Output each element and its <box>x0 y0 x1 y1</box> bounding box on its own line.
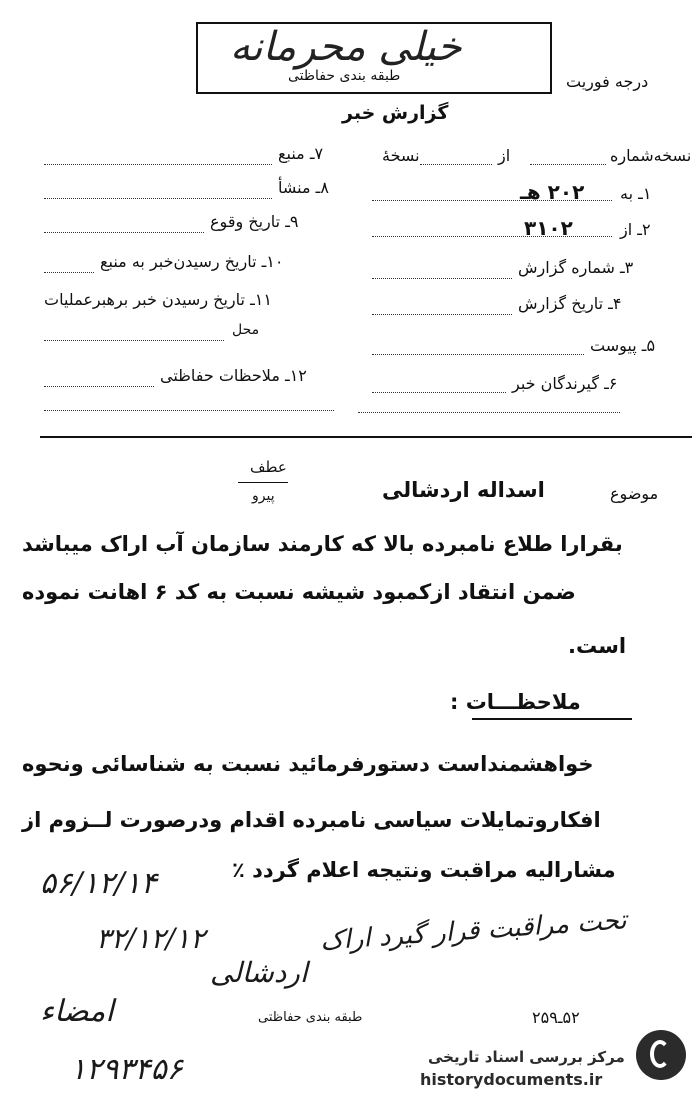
field-copy-from: از <box>498 146 511 165</box>
handwritten-bottom-number: ۱۲۹۳۴۵۶ <box>70 1052 183 1087</box>
dotted-line <box>44 386 154 387</box>
handwritten-signature: امضاء <box>40 994 114 1029</box>
dotted-line <box>44 198 272 199</box>
dotted-line <box>44 340 224 341</box>
dotted-line <box>372 200 612 201</box>
handwritten-date: ۳۲/۱۲/۱۲ <box>96 922 206 955</box>
reference-divider <box>238 482 288 483</box>
field-to-value: ۲۰۲ هـ <box>520 180 585 204</box>
watermark-url: historydocuments.ir <box>420 1070 603 1089</box>
field-report-number: ۳ـ شماره گزارش <box>518 258 634 277</box>
footer-classification: طبقه بندی حفاظتی <box>258 1010 363 1025</box>
field-location: محل <box>232 322 260 338</box>
remarks-line-3: مشارالیه مراقبت ونتیجه اعلام گردد ٪ <box>232 858 616 882</box>
dotted-line <box>372 354 584 355</box>
body-line-3: است. <box>568 634 627 658</box>
field-attachment: ۵ـ پیوست <box>590 336 656 355</box>
field-copy-word: نسخهٔ <box>382 146 420 165</box>
reference-label: عطف <box>250 458 287 476</box>
field-from-value: ۳۱۰۲ <box>524 216 573 240</box>
priority-label: درجه فوریت <box>566 72 649 91</box>
stamp-handwriting: خیلی محرمانه <box>230 24 462 70</box>
dotted-line <box>44 272 94 273</box>
field-report-date: ۴ـ تاریخ گزارش <box>518 294 622 313</box>
dotted-line <box>44 164 272 165</box>
field-to: ۱ـ به <box>620 184 652 203</box>
subject-value: اسداله اردشالی <box>382 478 545 502</box>
field-source: ۷ـ منبع <box>278 144 324 163</box>
header-classification: طبقه بندی حفاظتی <box>288 68 401 84</box>
history-documents-logo-icon <box>636 1030 686 1080</box>
dotted-line <box>372 236 612 237</box>
field-received-ops: ۱۱ـ تاریخ رسیدن خبر برهبرعملیات <box>44 290 272 309</box>
dotted-line <box>372 392 506 393</box>
field-security-notes: ۱۲ـ ملاحظات حفاظتی <box>160 366 307 385</box>
field-from: ۲ـ از <box>620 220 651 239</box>
dotted-line <box>372 314 512 315</box>
watermark-persian: مرکز بررسی اسناد تاریخی <box>428 1048 625 1066</box>
remarks-line-2: افکاروتمایلات سیاسی نامبرده اقدام ودرصورت لــزوم از <box>22 808 601 832</box>
field-event-date: ۹ـ تاریخ وقوع <box>210 212 299 231</box>
handwritten-ref-number: ۵۶/۱۲/۱۴ <box>40 866 157 901</box>
dotted-line <box>358 412 620 413</box>
dotted-line <box>372 278 512 279</box>
field-recipients: ۶ـ گیرندگان خبر <box>512 374 618 393</box>
handwritten-name: اردشالی <box>210 956 308 989</box>
body-line-1: بقرارا طلاع نامبرده بالا که کارمند سازمان آب اراک میباشد <box>22 532 623 556</box>
dotted-line <box>44 410 334 411</box>
body-line-2: ضمن انتقاد ازکمبود شیشه نسبت به کد ۶ اهانت نموده <box>22 580 576 604</box>
field-received-source: ۱۰ـ تاریخ رسیدن‌خبر به منبع <box>100 252 284 271</box>
remarks-heading: ملاحظـــات : <box>450 690 581 714</box>
form-title: گزارش خبر <box>342 102 449 124</box>
handwritten-instruction: تحت مراقبت قرار گیرد اراک <box>319 905 628 957</box>
footer-form-code: ۵۲ـ۲۵۹ <box>532 1008 580 1027</box>
subject-label: موضوع <box>610 484 659 503</box>
remarks-line-1: خواهشمنداست دستورفرمائید نسبت به شناسائی ونحوه <box>22 752 594 776</box>
field-copy-number: نسخه‌شماره <box>610 146 692 165</box>
dotted-line <box>44 232 204 233</box>
section-divider <box>40 436 692 438</box>
dotted-line <box>530 164 606 165</box>
remarks-underline <box>472 718 632 720</box>
dotted-line <box>420 164 492 165</box>
field-origin: ۸ـ منشأ <box>278 178 329 197</box>
followup-label: پیرو <box>252 488 275 504</box>
